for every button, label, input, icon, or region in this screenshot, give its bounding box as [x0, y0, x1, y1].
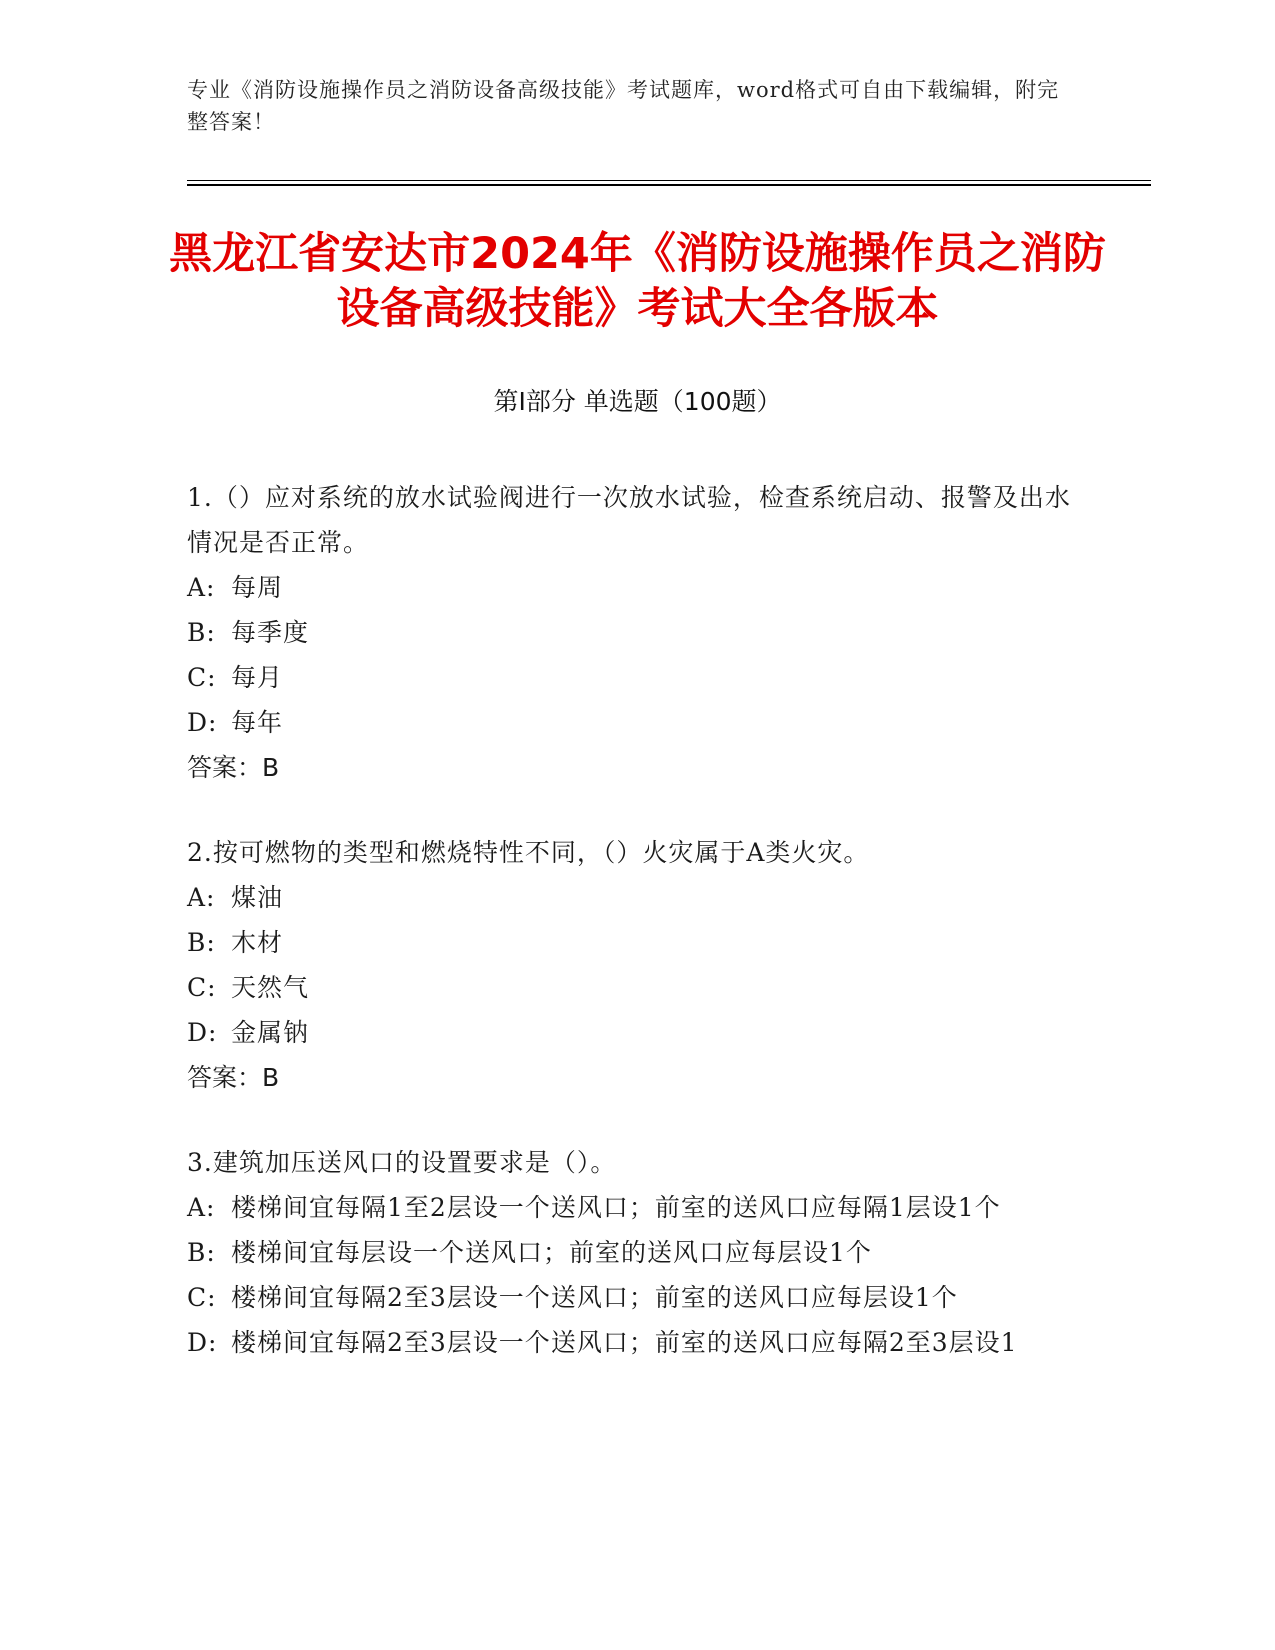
option-text: 煤油	[231, 883, 284, 912]
answer: 答案：B	[187, 1063, 280, 1092]
option-a	[187, 1185, 1077, 1230]
option-c	[187, 655, 1077, 700]
option-key: A:	[187, 883, 216, 912]
option-b	[187, 920, 1077, 965]
option-key: D:	[187, 708, 218, 737]
option-b	[187, 610, 1077, 655]
option-c	[187, 965, 1077, 1010]
option-b	[187, 1230, 1077, 1275]
question-item	[187, 830, 1077, 1100]
header-divider-thin	[187, 180, 1151, 181]
option-text: 楼梯间宜每层设一个送风口；前室的送风口应每层设1个	[231, 1238, 872, 1267]
option-key: C:	[187, 973, 217, 1002]
option-a	[187, 565, 1077, 610]
question-item	[187, 475, 1077, 790]
answer: 答案：B	[187, 753, 280, 782]
option-text: 木材	[231, 928, 284, 957]
option-key: D:	[187, 1328, 218, 1357]
option-text: 每年	[231, 708, 284, 737]
option-text: 楼梯间宜每隔2至3层设一个送风口；前室的送风口应每隔2至3层设1	[231, 1328, 1018, 1357]
question-list	[187, 475, 1077, 1405]
question-stem: 3.建筑加压送风口的设置要求是（）。	[187, 1148, 617, 1177]
section-title: 第I部分 单选题（100题）	[493, 387, 782, 416]
question-stem: 1.（）应对系统的放水试验阀进行一次放水试验，检查系统启动、报警及出水情况是否正常。	[187, 483, 1071, 557]
option-d	[187, 1320, 1077, 1365]
question-item	[187, 1140, 1077, 1365]
option-text: 每周	[231, 573, 284, 602]
option-key: D:	[187, 1018, 218, 1047]
option-text: 每月	[231, 663, 284, 692]
option-key: A:	[187, 573, 216, 602]
question-stem: 2.按可燃物的类型和燃烧特性不同，（）火灾属于A类火灾。	[187, 838, 870, 867]
option-key: B:	[187, 1238, 216, 1267]
option-d	[187, 1010, 1077, 1055]
option-text: 楼梯间宜每隔1至2层设一个送风口；前室的送风口应每隔1层设1个	[231, 1193, 1001, 1222]
option-text: 金属钠	[231, 1018, 310, 1047]
option-a	[187, 875, 1077, 920]
header-divider-thick	[187, 184, 1151, 186]
option-key: C:	[187, 1283, 217, 1312]
option-key: C:	[187, 663, 217, 692]
header-note: 专业《消防设施操作员之消防设备高级技能》考试题库，word格式可自由下载编辑，附完整答案！	[187, 78, 1060, 134]
option-text: 每季度	[231, 618, 310, 647]
document-title: 黑龙江省安达市2024年《消防设施操作员之消防设备高级技能》考试大全各版本	[169, 228, 1106, 334]
option-text: 天然气	[231, 973, 310, 1002]
option-key: B:	[187, 618, 216, 647]
option-c	[187, 1275, 1077, 1320]
option-key: A:	[187, 1193, 216, 1222]
option-text: 楼梯间宜每隔2至3层设一个送风口；前室的送风口应每层设1个	[231, 1283, 958, 1312]
option-key: B:	[187, 928, 216, 957]
option-d	[187, 700, 1077, 745]
